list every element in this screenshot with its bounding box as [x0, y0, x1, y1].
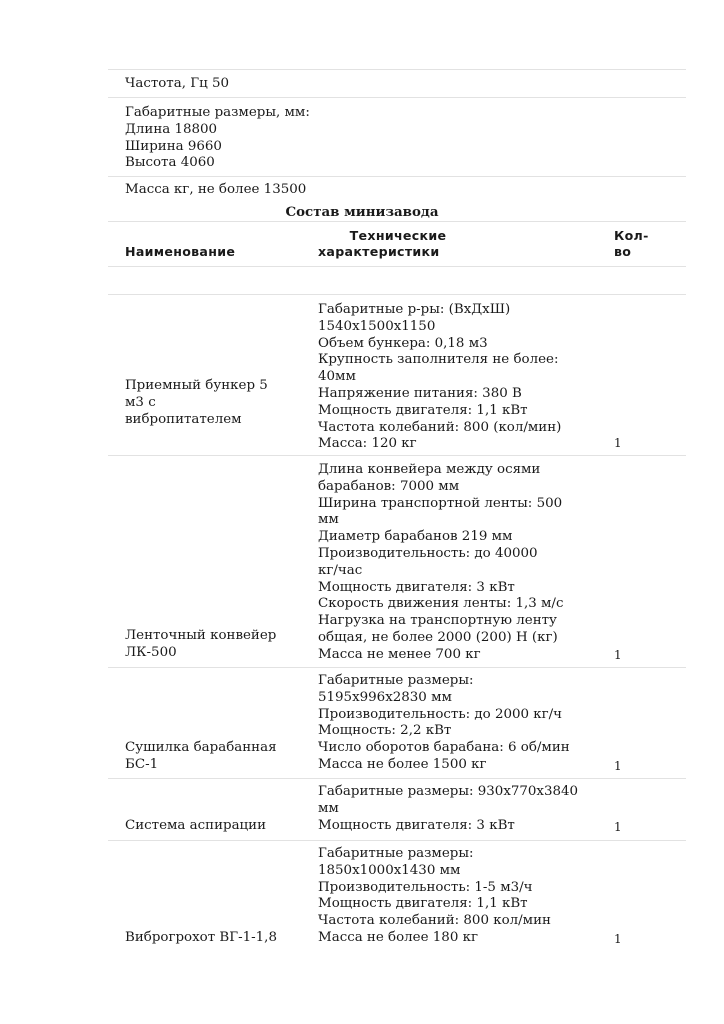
table-row-2-name — [125, 628, 276, 662]
name-line: Приемный бункер 5 — [125, 378, 268, 393]
spec-line: Производительность: до 40000 — [318, 545, 538, 561]
frequency-line: Частота, Гц 50 — [125, 76, 229, 91]
spec-line: Мощность двигателя: 3 кВт — [318, 579, 515, 595]
mass-line: Масса кг, не более 13500 — [125, 182, 307, 197]
spec-line: Габаритные размеры: 930х770х3840 — [318, 784, 579, 799]
dimensions-block — [125, 105, 310, 172]
name-line: вибропитателем — [125, 411, 242, 427]
table-row-5-qty: 1 — [614, 932, 622, 946]
spec-line: 1540х1500х1150 — [318, 318, 436, 334]
table-row-4-specs — [318, 784, 578, 834]
spec-line: Масса не более 1500 кг — [318, 756, 487, 772]
spec-line: мм — [318, 800, 339, 816]
rule — [108, 667, 686, 668]
name-line: м3 с — [125, 394, 156, 410]
dimensions-heading: Габаритные размеры, мм: — [125, 105, 310, 120]
spec-line: Масса: 120 кг — [318, 436, 417, 452]
spec-line: Крупность заполнителя не более: — [318, 352, 559, 368]
rule — [108, 266, 686, 267]
dimension-height: Высота 4060 — [125, 155, 215, 171]
table-row-3-name — [125, 740, 277, 774]
rule — [108, 69, 686, 70]
spec-line: Напряжение питания: 380 В — [318, 385, 522, 401]
table-row-1-specs — [318, 302, 561, 453]
table-title: Состав минизавода — [285, 204, 439, 220]
table-row-1-qty: 1 — [614, 436, 622, 450]
spec-line: 1850х1000х1430 мм — [318, 862, 461, 878]
spec-line: Габаритные размеры: — [318, 673, 474, 688]
spec-line: Габаритные р-ры: (ВхДхШ) — [318, 302, 511, 317]
table-row-3-specs — [318, 673, 570, 774]
spec-line: Скорость движения ленты: 1,3 м/с — [318, 596, 564, 612]
rule — [108, 97, 686, 98]
spec-line: Производительность: до 2000 кг/ч — [318, 706, 563, 722]
name-line: БС-1 — [125, 756, 159, 772]
table-row-1-name — [125, 378, 268, 428]
spec-line: Мощность двигателя: 1,1 кВт — [318, 896, 528, 912]
header-tech-line2: характеристики — [318, 244, 440, 259]
rule — [108, 221, 686, 222]
spec-line: Мощность двигателя: 1,1 кВт — [318, 402, 528, 418]
table-row-4-qty: 1 — [614, 820, 622, 834]
spec-line: Мощность: 2,2 кВт — [318, 723, 452, 739]
table-row-5-specs — [318, 846, 551, 947]
name-line: Сушилка барабанная — [125, 740, 277, 755]
spec-line: Мощность двигателя: 3 кВт — [318, 817, 515, 833]
table-row-2-specs — [318, 462, 563, 664]
rule — [108, 176, 686, 177]
spec-line: кг/час — [318, 562, 363, 578]
table-row-2-qty: 1 — [614, 648, 622, 662]
name-line: Система аспирации — [125, 818, 267, 833]
spec-line: Масса не менее 700 кг — [318, 646, 481, 662]
spec-line: общая, не более 2000 (200) Н (кг) — [318, 629, 558, 645]
spec-line: Габаритные размеры: — [318, 846, 474, 861]
spec-line: 5195х996х2830 мм — [318, 689, 452, 705]
name-line: ЛК-500 — [125, 644, 177, 660]
rule — [108, 455, 686, 456]
spec-line: Ширина транспортной ленты: 500 — [318, 495, 563, 511]
dimension-width: Ширина 9660 — [125, 138, 222, 154]
header-qty-line2: во — [614, 244, 632, 259]
rule — [108, 294, 686, 295]
rule — [108, 778, 686, 779]
spec-line: Число оборотов барабана: 6 об/мин — [318, 740, 570, 756]
spec-line: Объем бункера: 0,18 м3 — [318, 335, 488, 351]
header-name: Наименование — [125, 244, 236, 259]
spec-line: Диаметр барабанов 219 мм — [318, 529, 513, 545]
header-qty-line1: Кол- — [614, 228, 649, 243]
spec-line: Производительность: 1-5 м3/ч — [318, 879, 533, 895]
name-line: Виброгрохот ВГ-1-1,8 — [125, 930, 277, 945]
spec-line: Частота колебаний: 800 (кол/мин) — [318, 419, 562, 435]
spec-line: барабанов: 7000 мм — [318, 478, 460, 494]
rule — [108, 840, 686, 841]
table-row-3-qty: 1 — [614, 759, 622, 773]
spec-line: Масса не более 180 кг — [318, 929, 478, 945]
header-tech-line1: Технические — [349, 228, 447, 243]
spec-line: Нагрузка на транспортную ленту — [318, 613, 557, 629]
spec-line: 40мм — [318, 369, 356, 385]
table-row-5-name — [125, 930, 277, 947]
table-row-4-name — [125, 818, 266, 835]
spec-line: мм — [318, 512, 339, 528]
spec-line: Длина конвейера между осями — [318, 462, 541, 477]
dimension-length: Длина 18800 — [125, 121, 218, 137]
spec-line: Частота колебаний: 800 кол/мин — [318, 913, 551, 929]
name-line: Ленточный конвейер — [125, 628, 277, 643]
